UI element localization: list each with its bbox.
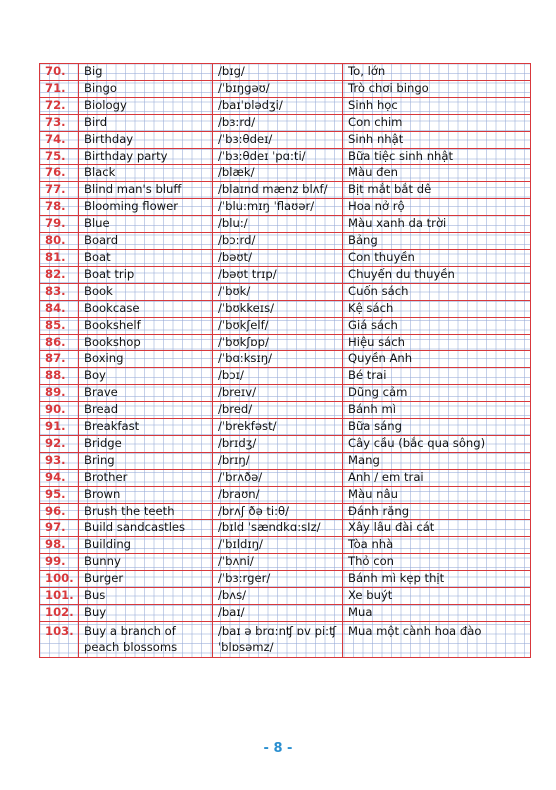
entry-word: Building — [79, 537, 213, 554]
table-row — [40, 554, 531, 571]
entry-number: 81. — [40, 249, 79, 266]
table-row — [40, 385, 531, 402]
entry-pronunciation: /blæk/ — [213, 165, 343, 182]
entry-word: Book — [79, 283, 213, 300]
table-row — [40, 435, 531, 452]
entry-word: Brother — [79, 469, 213, 486]
table-row — [40, 165, 531, 182]
table-row — [40, 182, 531, 199]
entry-word: Biology — [79, 97, 213, 114]
entry-number: 79. — [40, 216, 79, 233]
entry-number: 80. — [40, 233, 79, 250]
table-row — [40, 621, 531, 657]
entry-pronunciation: /ˈbʊk/ — [213, 283, 343, 300]
entry-word: Brush the teeth — [79, 503, 213, 520]
entry-pronunciation: /ˈbɑ:ksɪŋ/ — [213, 351, 343, 368]
entry-word: Bird — [79, 114, 213, 131]
entry-number: 85. — [40, 317, 79, 334]
entry-number: 94. — [40, 469, 79, 486]
entry-meaning: Con thuyền — [343, 249, 531, 266]
entry-number: 88. — [40, 368, 79, 385]
entry-number: 74. — [40, 131, 79, 148]
entry-number: 97. — [40, 520, 79, 537]
entry-meaning: Bảng — [343, 233, 531, 250]
entry-word: Boat — [79, 249, 213, 266]
entry-pronunciation: /braʊn/ — [213, 486, 343, 503]
entry-number: 83. — [40, 283, 79, 300]
entry-word: Brave — [79, 385, 213, 402]
entry-number: 76. — [40, 165, 79, 182]
entry-word: Boy — [79, 368, 213, 385]
entry-word: Bridge — [79, 435, 213, 452]
entry-number: 92. — [40, 435, 79, 452]
table-row — [40, 80, 531, 97]
entry-pronunciation: /baɪ ə brɑ:nʧ ɒv pi:ʧ ˈblɒsəmz/ — [213, 621, 343, 657]
entry-number: 96. — [40, 503, 79, 520]
entry-meaning: Màu đen — [343, 165, 531, 182]
table-row — [40, 131, 531, 148]
entry-pronunciation: /blaɪnd mænz blʌf/ — [213, 182, 343, 199]
entry-meaning: Bánh mì — [343, 402, 531, 419]
entry-pronunciation: /breɪv/ — [213, 385, 343, 402]
entry-meaning: Giá sách — [343, 317, 531, 334]
entry-pronunciation: /bɪg/ — [213, 64, 343, 81]
entry-number: 101. — [40, 588, 79, 605]
table-row — [40, 537, 531, 554]
entry-word: Bookshelf — [79, 317, 213, 334]
entry-meaning: Kệ sách — [343, 300, 531, 317]
entry-pronunciation: /bɪld ˈsændkɑ:sIz/ — [213, 520, 343, 537]
entry-word: Buy a branch of peach blossoms — [79, 621, 213, 657]
entry-pronunciation: /ˈbʊkkeɪs/ — [213, 300, 343, 317]
entry-meaning: Anh / em trai — [343, 469, 531, 486]
table-row — [40, 605, 531, 622]
entry-word: Board — [79, 233, 213, 250]
entry-number: 72. — [40, 97, 79, 114]
entry-number: 71. — [40, 80, 79, 97]
table-row — [40, 283, 531, 300]
table-row — [40, 317, 531, 334]
entry-number: 70. — [40, 64, 79, 81]
entry-meaning: Tòa nhà — [343, 537, 531, 554]
entry-number: 77. — [40, 182, 79, 199]
entry-word: Birthday — [79, 131, 213, 148]
entry-pronunciation: /blu:/ — [213, 216, 343, 233]
entry-meaning: Mua một cành hoa đào — [343, 621, 531, 657]
page-number: - 8 - — [263, 741, 293, 756]
entry-meaning: Bịt mắt bắt dê — [343, 182, 531, 199]
entry-pronunciation: /bɔ:rd/ — [213, 233, 343, 250]
entry-pronunciation: /brʌʃ ðə ti:θ/ — [213, 503, 343, 520]
table-row — [40, 334, 531, 351]
entry-word: Blue — [79, 216, 213, 233]
table-row — [40, 114, 531, 131]
entry-meaning: Chuyến du thuyền — [343, 266, 531, 283]
table-row — [40, 368, 531, 385]
table-row — [40, 64, 531, 81]
entry-word: Boat trip — [79, 266, 213, 283]
table-row — [40, 452, 531, 469]
table-row — [40, 300, 531, 317]
entry-meaning: Hoa nở rộ — [343, 199, 531, 216]
entry-number: 89. — [40, 385, 79, 402]
entry-number: 78. — [40, 199, 79, 216]
entry-word: Blind man's bluff — [79, 182, 213, 199]
entry-number: 98. — [40, 537, 79, 554]
table-row — [40, 469, 531, 486]
entry-word: Bunny — [79, 554, 213, 571]
entry-pronunciation: /bəʊt trɪp/ — [213, 266, 343, 283]
entry-word: Boxing — [79, 351, 213, 368]
entry-meaning: Mang — [343, 452, 531, 469]
entry-meaning: Thỏ con — [343, 554, 531, 571]
entry-pronunciation: /brɪŋ/ — [213, 452, 343, 469]
entry-pronunciation: /ˈbrekfəst/ — [213, 419, 343, 436]
entry-meaning: Mua — [343, 605, 531, 622]
entry-meaning: Sinh nhật — [343, 131, 531, 148]
entry-word: Bread — [79, 402, 213, 419]
table-row — [40, 503, 531, 520]
entry-meaning: Hiệu sách — [343, 334, 531, 351]
entry-number: 86. — [40, 334, 79, 351]
entry-meaning: Màu xanh da trời — [343, 216, 531, 233]
table-row — [40, 97, 531, 114]
entry-meaning: Đánh răng — [343, 503, 531, 520]
table-row — [40, 199, 531, 216]
table-row — [40, 216, 531, 233]
entry-pronunciation: /bəʊt/ — [213, 249, 343, 266]
entry-word: Brown — [79, 486, 213, 503]
entry-pronunciation: /brɪdʒ/ — [213, 435, 343, 452]
entry-meaning: Sinh học — [343, 97, 531, 114]
entry-meaning: Cây cầu (bắc qua sông) — [343, 435, 531, 452]
entry-meaning: To, lớn — [343, 64, 531, 81]
entry-number: 82. — [40, 266, 79, 283]
table-row — [40, 249, 531, 266]
entry-meaning: Màu nâu — [343, 486, 531, 503]
entry-number: 91. — [40, 419, 79, 436]
entry-pronunciation: /ˈbrʌðə/ — [213, 469, 343, 486]
entry-pronunciation: /ˈbʊkʃelf/ — [213, 317, 343, 334]
entry-word: Blooming flower — [79, 199, 213, 216]
entry-meaning: Con chim — [343, 114, 531, 131]
entry-word: Bookcase — [79, 300, 213, 317]
table-row — [40, 520, 531, 537]
entry-number: 73. — [40, 114, 79, 131]
entry-pronunciation: /ˈbɜ:rger/ — [213, 571, 343, 588]
table-row — [40, 486, 531, 503]
table-row — [40, 266, 531, 283]
entry-number: 84. — [40, 300, 79, 317]
entry-word: Burger — [79, 571, 213, 588]
entry-meaning: Bữa sáng — [343, 419, 531, 436]
entry-pronunciation: /bɜ:rd/ — [213, 114, 343, 131]
entry-meaning: Dũng cảm — [343, 385, 531, 402]
entry-number: 90. — [40, 402, 79, 419]
table-row — [40, 148, 531, 165]
entry-number: 87. — [40, 351, 79, 368]
table-row — [40, 588, 531, 605]
entry-meaning: Trò chơi bingo — [343, 80, 531, 97]
entry-number: 93. — [40, 452, 79, 469]
entry-word: Bus — [79, 588, 213, 605]
table-row — [40, 571, 531, 588]
entry-pronunciation: /ˈblu:mɪŋ ˈflaʊər/ — [213, 199, 343, 216]
entry-meaning: Bữa tiệc sinh nhật — [343, 148, 531, 165]
entry-pronunciation: /bɔɪ/ — [213, 368, 343, 385]
entry-word: Bingo — [79, 80, 213, 97]
entry-number: 99. — [40, 554, 79, 571]
vocabulary-table-body — [40, 64, 531, 658]
entry-word: Build sandcastles — [79, 520, 213, 537]
vocabulary-table — [39, 63, 531, 658]
entry-pronunciation: /ˈbʊkʃɒp/ — [213, 334, 343, 351]
entry-number: 102. — [40, 605, 79, 622]
entry-word: Bring — [79, 452, 213, 469]
table-row — [40, 233, 531, 250]
table-row — [40, 351, 531, 368]
entry-word: Buy — [79, 605, 213, 622]
entry-pronunciation: /baɪˈɒlədʒi/ — [213, 97, 343, 114]
entry-word: Black — [79, 165, 213, 182]
entry-meaning: Xe buýt — [343, 588, 531, 605]
entry-meaning: Quyền Anh — [343, 351, 531, 368]
entry-word: Breakfast — [79, 419, 213, 436]
entry-pronunciation: /bʌs/ — [213, 588, 343, 605]
entry-meaning: Bé trai — [343, 368, 531, 385]
entry-pronunciation: /baɪ/ — [213, 605, 343, 622]
entry-pronunciation: /ˈbɜ:θdeɪ/ — [213, 131, 343, 148]
entry-pronunciation: /ˈbɜ:θdeɪ ˈpɑ:ti/ — [213, 148, 343, 165]
entry-number: 75. — [40, 148, 79, 165]
entry-pronunciation: /ˈbɪldɪŋ/ — [213, 537, 343, 554]
entry-meaning: Cuốn sách — [343, 283, 531, 300]
table-row — [40, 419, 531, 436]
entry-number: 95. — [40, 486, 79, 503]
entry-pronunciation: /bred/ — [213, 402, 343, 419]
entry-word: Big — [79, 64, 213, 81]
entry-word: Birthday party — [79, 148, 213, 165]
entry-pronunciation: /ˈbɪŋgəʊ/ — [213, 80, 343, 97]
entry-word: Bookshop — [79, 334, 213, 351]
entry-number: 100. — [40, 571, 79, 588]
entry-pronunciation: /ˈbʌni/ — [213, 554, 343, 571]
entry-meaning: Xây lâu đài cát — [343, 520, 531, 537]
entry-meaning: Bánh mì kẹp thịt — [343, 571, 531, 588]
table-row — [40, 402, 531, 419]
entry-number: 103. — [40, 621, 79, 657]
